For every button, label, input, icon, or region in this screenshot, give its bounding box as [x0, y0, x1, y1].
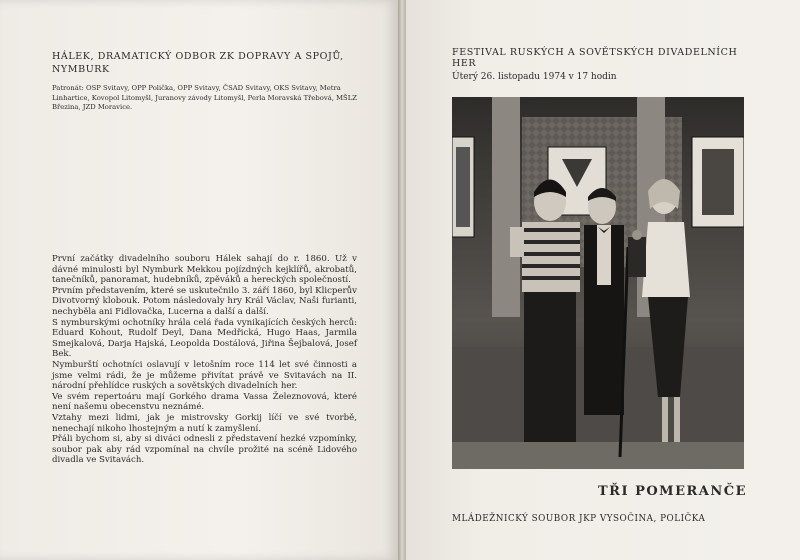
paragraph: Vztahy mezi lidmi, jak je mistrovsky Gorkij líčí ve své tvorbě, nenechají nikoho lhostejným a nutí k zamyšlení.	[52, 412, 357, 434]
performance-date: Úterý 26. listopadu 1974 v 17 hodin	[452, 72, 617, 82]
paragraph: Přáli bychom si, aby si diváci odnesli z představení hezké vzpomínky, soubor pak aby rád vzpomínal na chvíle prožité na scéně Lidového divadla ve Svitavách.	[52, 434, 357, 466]
paragraph: S nymburskými ochotníky hrála celá řada vynikajících českých herců: Eduard Kohout, Rudolf Deyl, Dana Medřická, Hugo Haas, Jarmila Smejkalová, Darja Hajská, Leopolda Dostálová, Jiřina Šejbalová, Josef Bek.	[52, 317, 357, 360]
festival-title: FESTIVAL RUSKÝCH A SOVĚTSKÝCH DIVADELNÍCH HER	[452, 47, 738, 69]
paragraph: První začátky divadelního souboru Hálek sahají do r. 1860. Už v dávné minulosti byl Nymburk Mekkou pojízdných kejklířů, akrobatů, tanečníků, panoramat, hudebníků, zpěváků a hereckých společností.	[52, 254, 357, 286]
ensemble-heading-line1: HÁLEK, DRAMATICKÝ ODBOR ZK DOPRAVY A SPOJŮ,	[52, 51, 344, 62]
paragraph: Prvním představením, které se uskutečnilo 3. září 1860, byl Klicperův Divotvorný klobouk. Potom následovaly hry Král Václav, Naši furianti, nechyběla ani Fidlovačka, Lucerna a další a další.	[52, 285, 357, 317]
paragraph: Nymburští ochotníci oslavují v letošním roce 114 let své činnosti a jsme velmi rádi, že je můžeme přivítat právě ve Svitavách na II. národní přehlídce ruských a sovětských divadelních her.	[52, 359, 357, 392]
paragraph: Ve svém repertoáru mají Gorkého drama Vassa Železnovová, které není našemu obecenstvu neznámé.	[52, 391, 357, 413]
page-gutter	[398, 0, 406, 560]
history-text	[52, 254, 357, 466]
stage-photo-image	[452, 97, 744, 469]
ensemble-heading-line2: NYMBURK	[52, 64, 110, 75]
patrons-text: Patronát: OSP Svitavy, OPP Polička, OPP Svitavy, ČSAD Svitavy, OKS Svitavy, Metra Linhartice, Kovopol Litomyšl, Juranovy závody Litomyšl, Perla Moravská Třebová, MŠLZ Březina, JZD Moravice.	[52, 84, 357, 111]
play-title: TŘI POMERANČE	[598, 484, 748, 499]
stage-photo	[452, 97, 744, 469]
ensemble-heading	[52, 50, 352, 76]
ensemble-name: MLÁDEŽNICKÝ SOUBOR JKP VYSOČINA, POLIČKA	[452, 514, 706, 524]
